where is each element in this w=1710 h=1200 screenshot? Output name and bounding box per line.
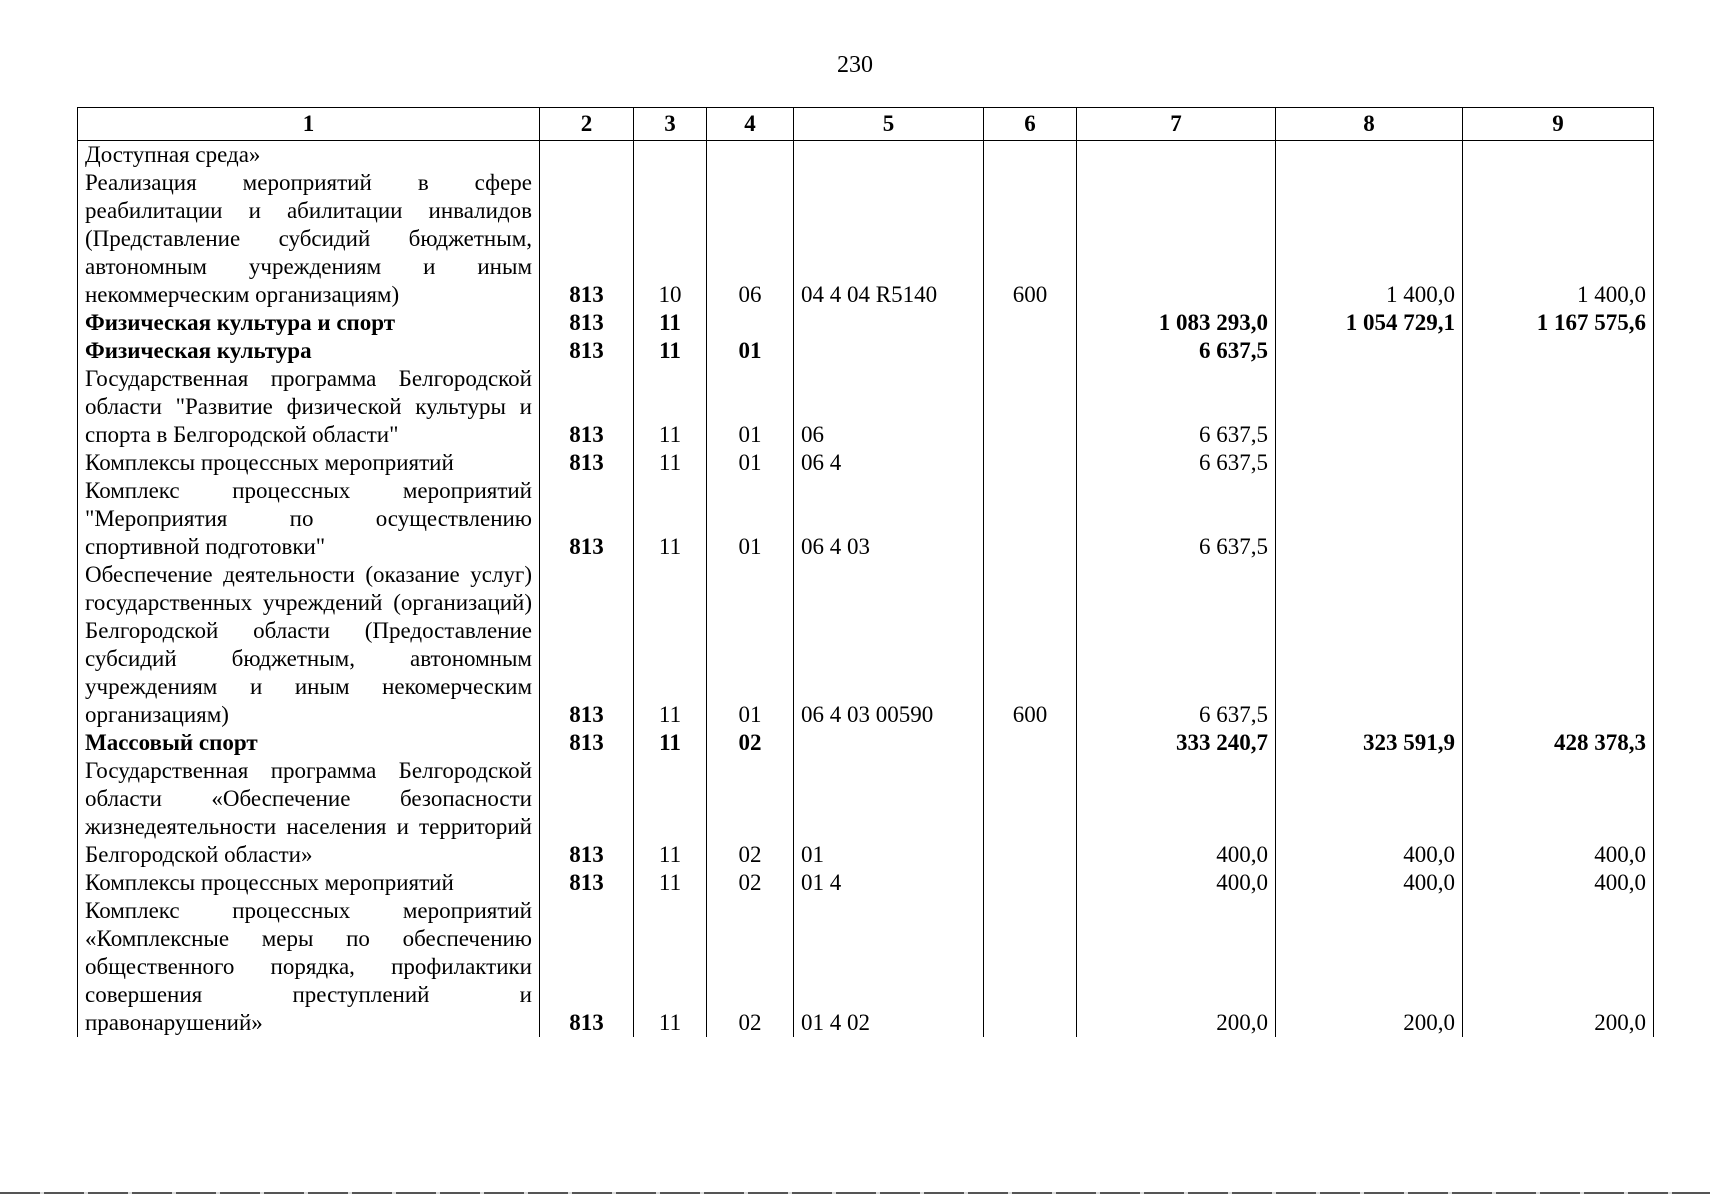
row-amount-col9: 400,0 [1463,757,1654,869]
row-expense-type [984,897,1077,1037]
row-expense-type [984,477,1077,561]
table-row [78,477,1654,561]
scan-artifact-line [0,1192,1710,1194]
table-row [78,729,1654,757]
row-amount-col7: 200,0 [1077,897,1276,1037]
row-target-article: 06 [794,365,984,449]
row-amount-col7: 6 637,5 [1077,477,1276,561]
table-row [78,141,1654,170]
row-section: 11 [634,757,707,869]
row-section: 10 [634,169,707,309]
row-code-admin: 813 [540,729,634,757]
row-target-article: 06 4 [794,449,984,477]
row-subsection [707,141,794,170]
table-row [78,869,1654,897]
row-code-admin: 813 [540,897,634,1037]
row-description: Физическая культура и спорт [78,309,540,337]
row-subsection: 01 [707,337,794,365]
row-amount-col9 [1463,141,1654,170]
row-subsection: 01 [707,477,794,561]
row-amount-col7: 333 240,7 [1077,729,1276,757]
row-amount-col7: 6 637,5 [1077,561,1276,729]
row-target-article [794,141,984,170]
row-section: 11 [634,337,707,365]
row-amount-col8 [1276,141,1463,170]
row-amount-col9: 400,0 [1463,869,1654,897]
row-amount-col8: 200,0 [1276,897,1463,1037]
header-col-5: 5 [794,108,984,141]
row-code-admin: 813 [540,337,634,365]
row-amount-col8 [1276,477,1463,561]
row-target-article: 04 4 04 R5140 [794,169,984,309]
row-amount-col7 [1077,141,1276,170]
row-target-article: 01 4 [794,869,984,897]
row-code-admin: 813 [540,757,634,869]
page-number: 230 [837,52,873,78]
row-expense-type [984,869,1077,897]
row-section: 11 [634,449,707,477]
table-body [78,141,1654,1038]
row-code-admin: 813 [540,309,634,337]
table-row [78,337,1654,365]
table-row [78,169,1654,309]
row-section: 11 [634,869,707,897]
row-amount-col7: 1 083 293,0 [1077,309,1276,337]
row-subsection: 01 [707,365,794,449]
table-row [78,757,1654,869]
row-amount-col8 [1276,337,1463,365]
row-code-admin: 813 [540,365,634,449]
row-code-admin [540,141,634,170]
row-amount-col8: 323 591,9 [1276,729,1463,757]
row-amount-col8 [1276,561,1463,729]
row-description: Государственная программа Белгородской области "Развитие физической культуры и спорта в Белгородской области" [78,365,540,449]
row-code-admin: 813 [540,169,634,309]
header-col-9: 9 [1463,108,1654,141]
row-amount-col7: 6 637,5 [1077,365,1276,449]
header-col-2: 2 [540,108,634,141]
row-subsection: 06 [707,169,794,309]
row-description: Комплекс процессных мероприятий «Комплексные меры по обеспечению общественного порядка, профилактики совершения преступлений и правонарушений» [78,897,540,1037]
row-subsection: 01 [707,561,794,729]
header-col-3: 3 [634,108,707,141]
row-description: Массовый спорт [78,729,540,757]
table-row [78,897,1654,1037]
row-code-admin: 813 [540,477,634,561]
row-target-article [794,337,984,365]
row-amount-col9: 428 378,3 [1463,729,1654,757]
row-description: Реализация мероприятий в сфере реабилитации и абилитации инвалидов (Представление субсидий бюджетным, автономным учреждениям и иным некоммерческим организациям) [78,169,540,309]
table-row [78,449,1654,477]
row-section: 11 [634,897,707,1037]
row-amount-col9: 200,0 [1463,897,1654,1037]
table-row [78,309,1654,337]
row-amount-col8 [1276,365,1463,449]
header-col-6: 6 [984,108,1077,141]
row-description: Обеспечение деятельности (оказание услуг) государственных учреждений (организаций) Белгородской области (Предоставление субсидий бюджетным, автономным учреждениям и иным некомерческим организациям) [78,561,540,729]
row-section: 11 [634,477,707,561]
row-target-article: 01 4 02 [794,897,984,1037]
row-code-admin: 813 [540,449,634,477]
row-expense-type [984,365,1077,449]
row-amount-col9 [1463,561,1654,729]
row-amount-col7: 6 637,5 [1077,449,1276,477]
row-amount-col9 [1463,449,1654,477]
row-subsection: 02 [707,869,794,897]
row-expense-type [984,141,1077,170]
row-subsection: 01 [707,449,794,477]
row-expense-type [984,757,1077,869]
row-expense-type [984,309,1077,337]
row-target-article: 06 4 03 [794,477,984,561]
row-section: 11 [634,309,707,337]
row-description: Физическая культура [78,337,540,365]
header-row [78,108,1654,141]
row-amount-col7: 6 637,5 [1077,337,1276,365]
row-amount-col7 [1077,169,1276,309]
row-amount-col8: 400,0 [1276,757,1463,869]
header-col-7: 7 [1077,108,1276,141]
row-target-article: 06 4 03 00590 [794,561,984,729]
row-section [634,141,707,170]
budget-table [77,107,1654,1037]
row-code-admin: 813 [540,869,634,897]
row-amount-col8 [1276,449,1463,477]
row-subsection: 02 [707,897,794,1037]
row-section: 11 [634,561,707,729]
row-section: 11 [634,365,707,449]
row-expense-type [984,337,1077,365]
row-amount-col8: 400,0 [1276,869,1463,897]
row-subsection [707,309,794,337]
row-section: 11 [634,729,707,757]
row-target-article [794,309,984,337]
row-description: Комплексы процессных мероприятий [78,449,540,477]
row-target-article [794,729,984,757]
row-amount-col9 [1463,337,1654,365]
table-row [78,365,1654,449]
header-col-1: 1 [78,108,540,141]
row-code-admin: 813 [540,561,634,729]
row-expense-type: 600 [984,561,1077,729]
header-col-8: 8 [1276,108,1463,141]
row-amount-col7: 400,0 [1077,757,1276,869]
row-expense-type [984,449,1077,477]
row-amount-col9: 1 167 575,6 [1463,309,1654,337]
row-amount-col8: 1 054 729,1 [1276,309,1463,337]
row-subsection: 02 [707,729,794,757]
row-description: Комплексы процессных мероприятий [78,869,540,897]
header-col-4: 4 [707,108,794,141]
row-description: Доступная среда» [78,141,540,170]
table-row [78,561,1654,729]
row-expense-type: 600 [984,169,1077,309]
row-amount-col8: 1 400,0 [1276,169,1463,309]
row-amount-col9: 1 400,0 [1463,169,1654,309]
row-amount-col7: 400,0 [1077,869,1276,897]
row-description: Государственная программа Белгородской области «Обеспечение безопасности жизнедеятельности населения и территорий Белгородской области» [78,757,540,869]
row-target-article: 01 [794,757,984,869]
row-amount-col9 [1463,365,1654,449]
row-amount-col9 [1463,477,1654,561]
row-description: Комплекс процессных мероприятий "Мероприятия по осуществлению спортивной подготовки" [78,477,540,561]
row-subsection: 02 [707,757,794,869]
row-expense-type [984,729,1077,757]
